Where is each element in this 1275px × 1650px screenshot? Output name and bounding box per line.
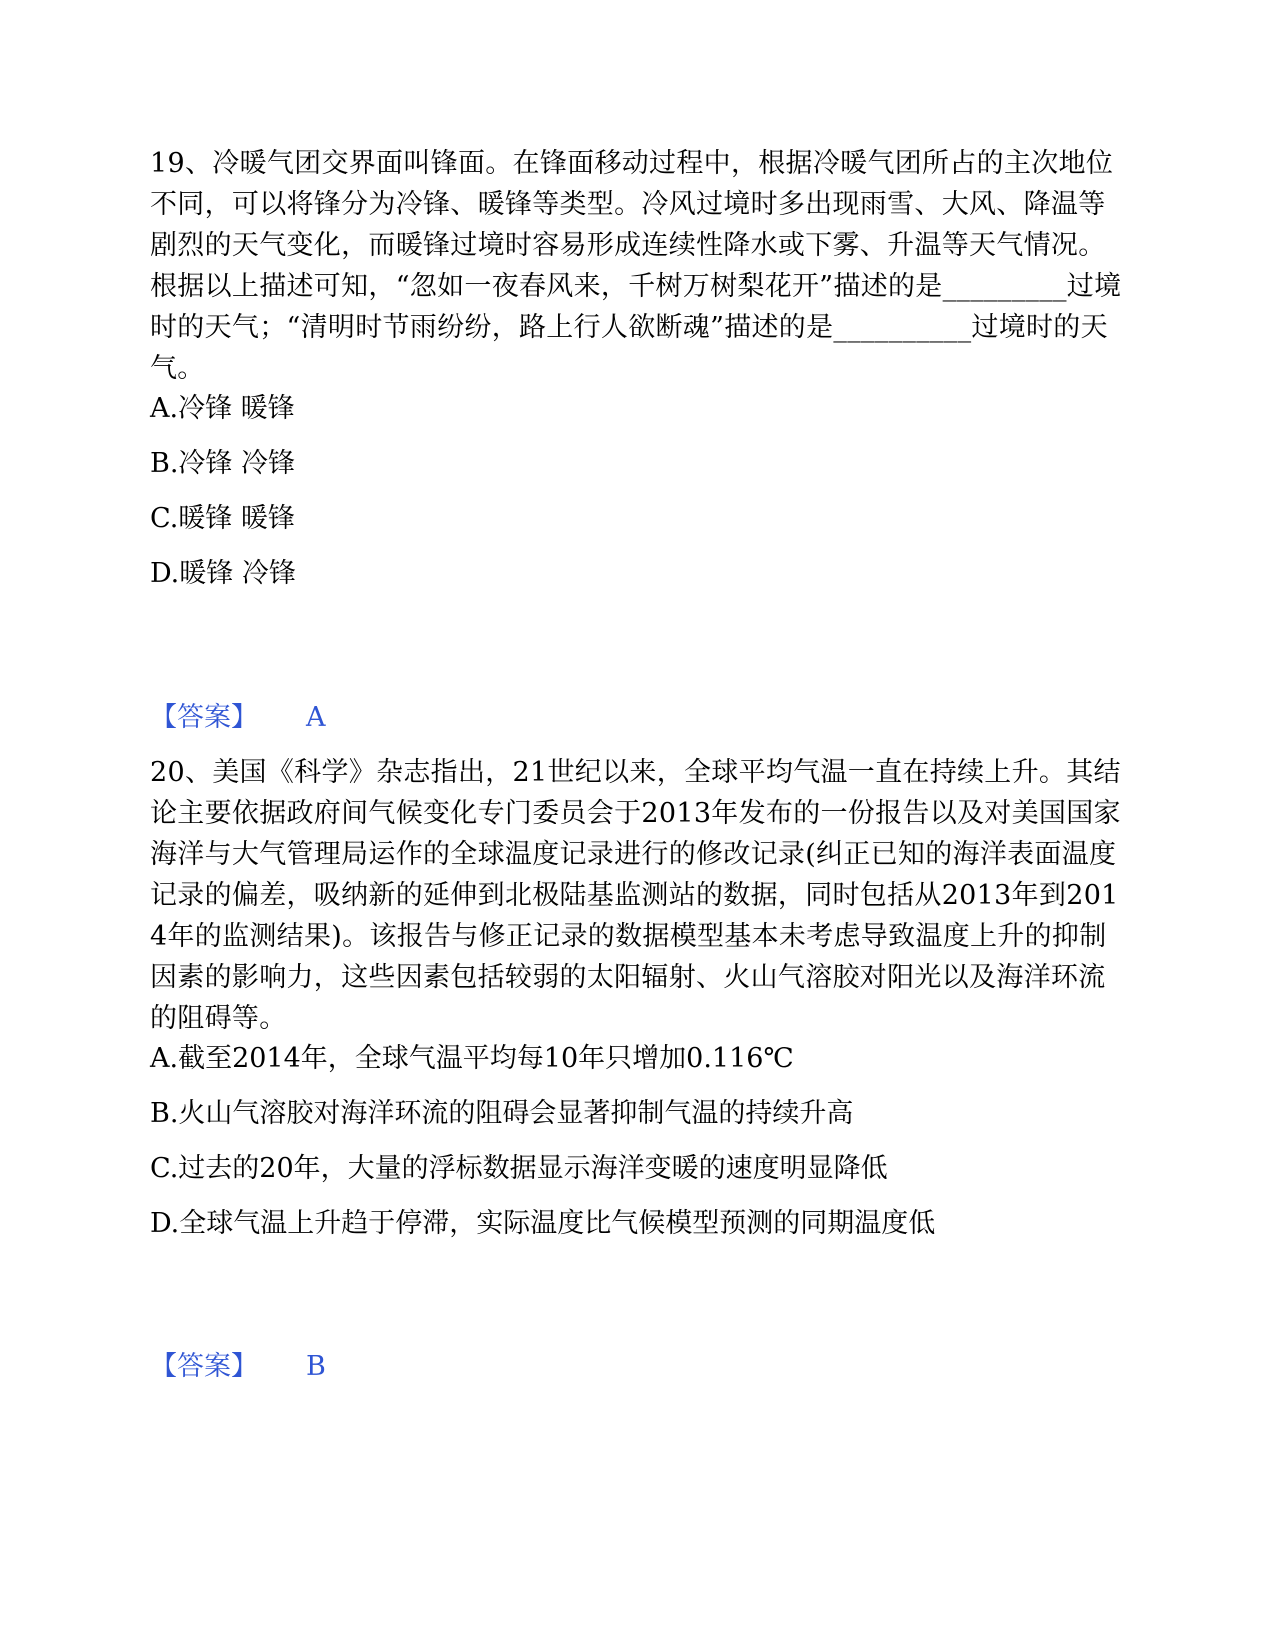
question-20-option-d: D.全球气温上升趋于停滞，实际温度比气候模型预测的同期温度低 [150, 1208, 936, 1239]
question-20-answer [150, 1350, 326, 1384]
question-20-stem: 20、美国《科学》杂志指出，21世纪以来，全球平均气温一直在持续上升。其结论主要依据政府间气候变化专门委员会于2013年发布的一份报告以及对美国国家海洋与大气管理局运作的全球温度记录进行的修改记录(纠正已知的海洋表面温度记录的偏差，吸纳新的延伸到北极陆基监测站的数据，同时包括从2013年到2014年的监测结果)。该报告与修正记录的数据模型基本未考虑导致温度上升的抑制因素的影响力，这些因素包括较弱的太阳辐射、火山气溶胶对阳光以及海洋环流的阻碍等。 [150, 757, 1121, 1034]
answer-label: 【答案】 [150, 1351, 258, 1382]
question-19-option-a: A.冷锋 暖锋 [150, 393, 295, 424]
answer-value: B [306, 1351, 326, 1382]
question-20-option-b: B.火山气溶胶对海洋环流的阻碍会显著抑制气温的持续升高 [150, 1098, 854, 1129]
question-20-option-a: A.截至2014年，全球气温平均每10年只增加0.116℃ [150, 1043, 794, 1074]
question-19-option-b: B.冷锋 冷锋 [150, 448, 296, 479]
answer-label: 【答案】 [150, 702, 258, 733]
answer-value: A [306, 702, 326, 733]
question-19-stem: 19、冷暖气团交界面叫锋面。在锋面移动过程中，根据冷暖气团所占的主次地位不同，可以将锋分为冷锋、暖锋等类型。冷风过境时多出现雨雪、大风、降温等剧烈的天气变化，而暖锋过境时容易形成连续性降水或下雾、升温等天气情况。根据以上描述可知，“忽如一夜春风来，千树万树梨花开”描述的是_________过境时的天气；“清明时节雨纷纷，路上行人欲断魂”描述的是__________过境时的天气。 [150, 148, 1122, 384]
question-19-answer [150, 701, 326, 735]
question-20-option-c: C.过去的20年，大量的浮标数据显示海洋变暖的速度明显降低 [150, 1153, 888, 1184]
question-19-option-d: D.暖锋 冷锋 [150, 558, 296, 589]
question-19-option-c: C.暖锋 暖锋 [150, 503, 295, 534]
